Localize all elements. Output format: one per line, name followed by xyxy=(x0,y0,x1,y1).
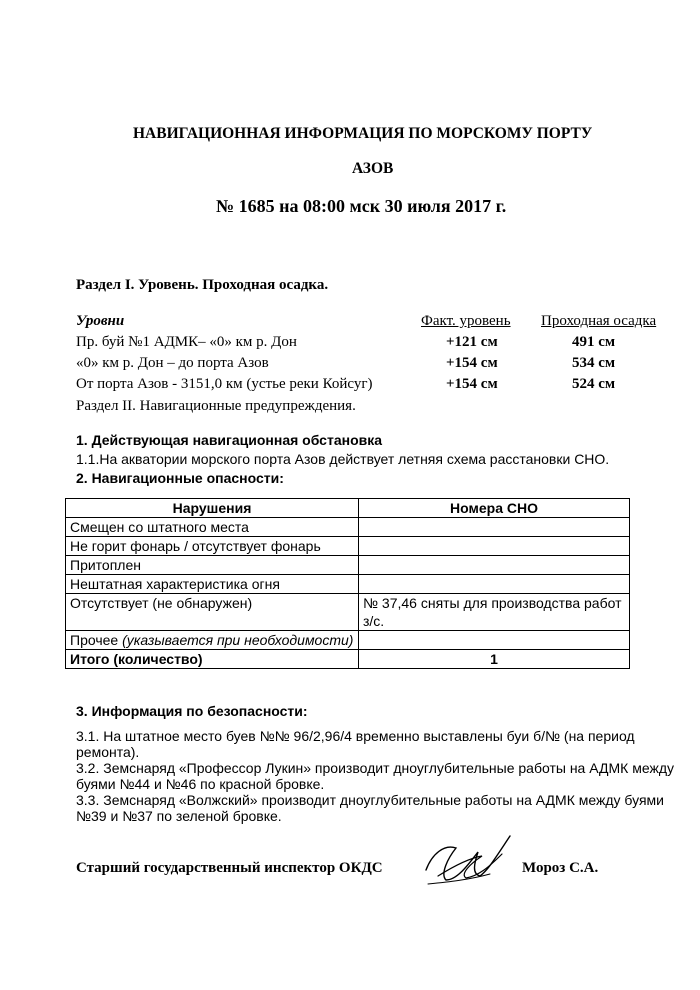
violation-label: Нештатная характеристика огня xyxy=(66,575,359,594)
sub1-heading: 1. Действующая навигационная обстановка xyxy=(76,432,383,448)
table-row-other xyxy=(66,631,630,650)
section2-heading: Раздел II. Навигационные предупреждения. xyxy=(76,398,356,414)
column-draft: Проходная осадка xyxy=(541,313,657,329)
sno-value xyxy=(359,556,630,575)
inspector-position: Старший государственный инспектор ОКДС xyxy=(76,860,383,876)
document-title-line1: НАВИГАЦИОННАЯ ИНФОРМАЦИЯ ПО МОРСКОМУ ПОРТУ xyxy=(133,125,593,142)
safety-item: 3.1. На штатное место буев №№ 96/2,96/4 временно выставлены буи б/№ (на период ремонта). xyxy=(76,728,635,760)
header-violations: Нарушения xyxy=(66,499,359,518)
level-row-draft: 524 см xyxy=(572,376,616,392)
violation-label: Смещен со штатного места xyxy=(66,518,359,537)
signature-icon xyxy=(418,818,518,898)
table-row xyxy=(66,556,630,575)
total-label: Итого (количество) xyxy=(66,650,359,669)
nav-hazards-table xyxy=(65,498,630,669)
sno-value xyxy=(359,537,630,556)
safety-item: 3.2. Земснаряд «Профессор Лукин» производит дноуглубительные работы на АДМК между буями №44 и №46 по красной бровке. xyxy=(76,760,675,792)
level-row-name: Пр. буй №1 АДМК– «0» км р. Дон xyxy=(76,334,297,350)
table-row xyxy=(66,575,630,594)
document-title-line2: АЗОВ xyxy=(352,160,394,177)
sno-value xyxy=(359,518,630,537)
violation-label: Отсутствует (не обнаружен) xyxy=(66,594,359,631)
table-row xyxy=(66,594,630,631)
violation-label: Не горит фонарь / отсутствует фонарь xyxy=(66,537,359,556)
violation-label-other xyxy=(66,631,359,650)
column-fact-level: Факт. уровень xyxy=(421,313,511,329)
level-row-level: +121 см xyxy=(446,334,498,350)
table-row xyxy=(66,518,630,537)
level-row-name: «0» км р. Дон – до порта Азов xyxy=(76,355,269,371)
table-row-total xyxy=(66,650,630,669)
table-header-row xyxy=(66,499,630,518)
level-row-level: +154 см xyxy=(446,376,498,392)
header-sno-numbers: Номера СНО xyxy=(359,499,630,518)
total-value: 1 xyxy=(359,650,630,669)
level-row-name: От порта Азов - 3151,0 км (устье реки Койсуг) xyxy=(76,376,373,392)
sno-value xyxy=(359,575,630,594)
table-row xyxy=(66,537,630,556)
sno-value: № 37,46 сняты для производства работ з/с. xyxy=(359,594,630,631)
level-row-level: +154 см xyxy=(446,355,498,371)
other-note: (указывается при необходимости) xyxy=(122,632,354,648)
sub1-text: 1.1.На акватории морского порта Азов действует летняя схема расстановки СНО. xyxy=(76,451,610,467)
section1-heading: Раздел I. Уровень. Проходная осадка. xyxy=(76,277,329,293)
sub2-heading: 2. Навигационные опасности: xyxy=(76,470,284,486)
sno-value xyxy=(359,631,630,650)
sub3-heading: 3. Информация по безопасности: xyxy=(76,703,308,719)
violation-label: Притоплен xyxy=(66,556,359,575)
other-label: Прочее xyxy=(70,632,123,648)
column-levels: Уровни xyxy=(76,313,125,329)
inspector-name: Мороз С.А. xyxy=(522,860,599,876)
level-row-draft: 491 см xyxy=(572,334,616,350)
level-row-draft: 534 см xyxy=(572,355,616,371)
issue-line: № 1685 на 08:00 мск 30 июля 2017 г. xyxy=(216,196,507,216)
safety-item: 3.3. Земснаряд «Волжский» производит дноуглубительные работы на АДМК между буями №39 и №37 по зеленой бровке. xyxy=(76,792,665,824)
